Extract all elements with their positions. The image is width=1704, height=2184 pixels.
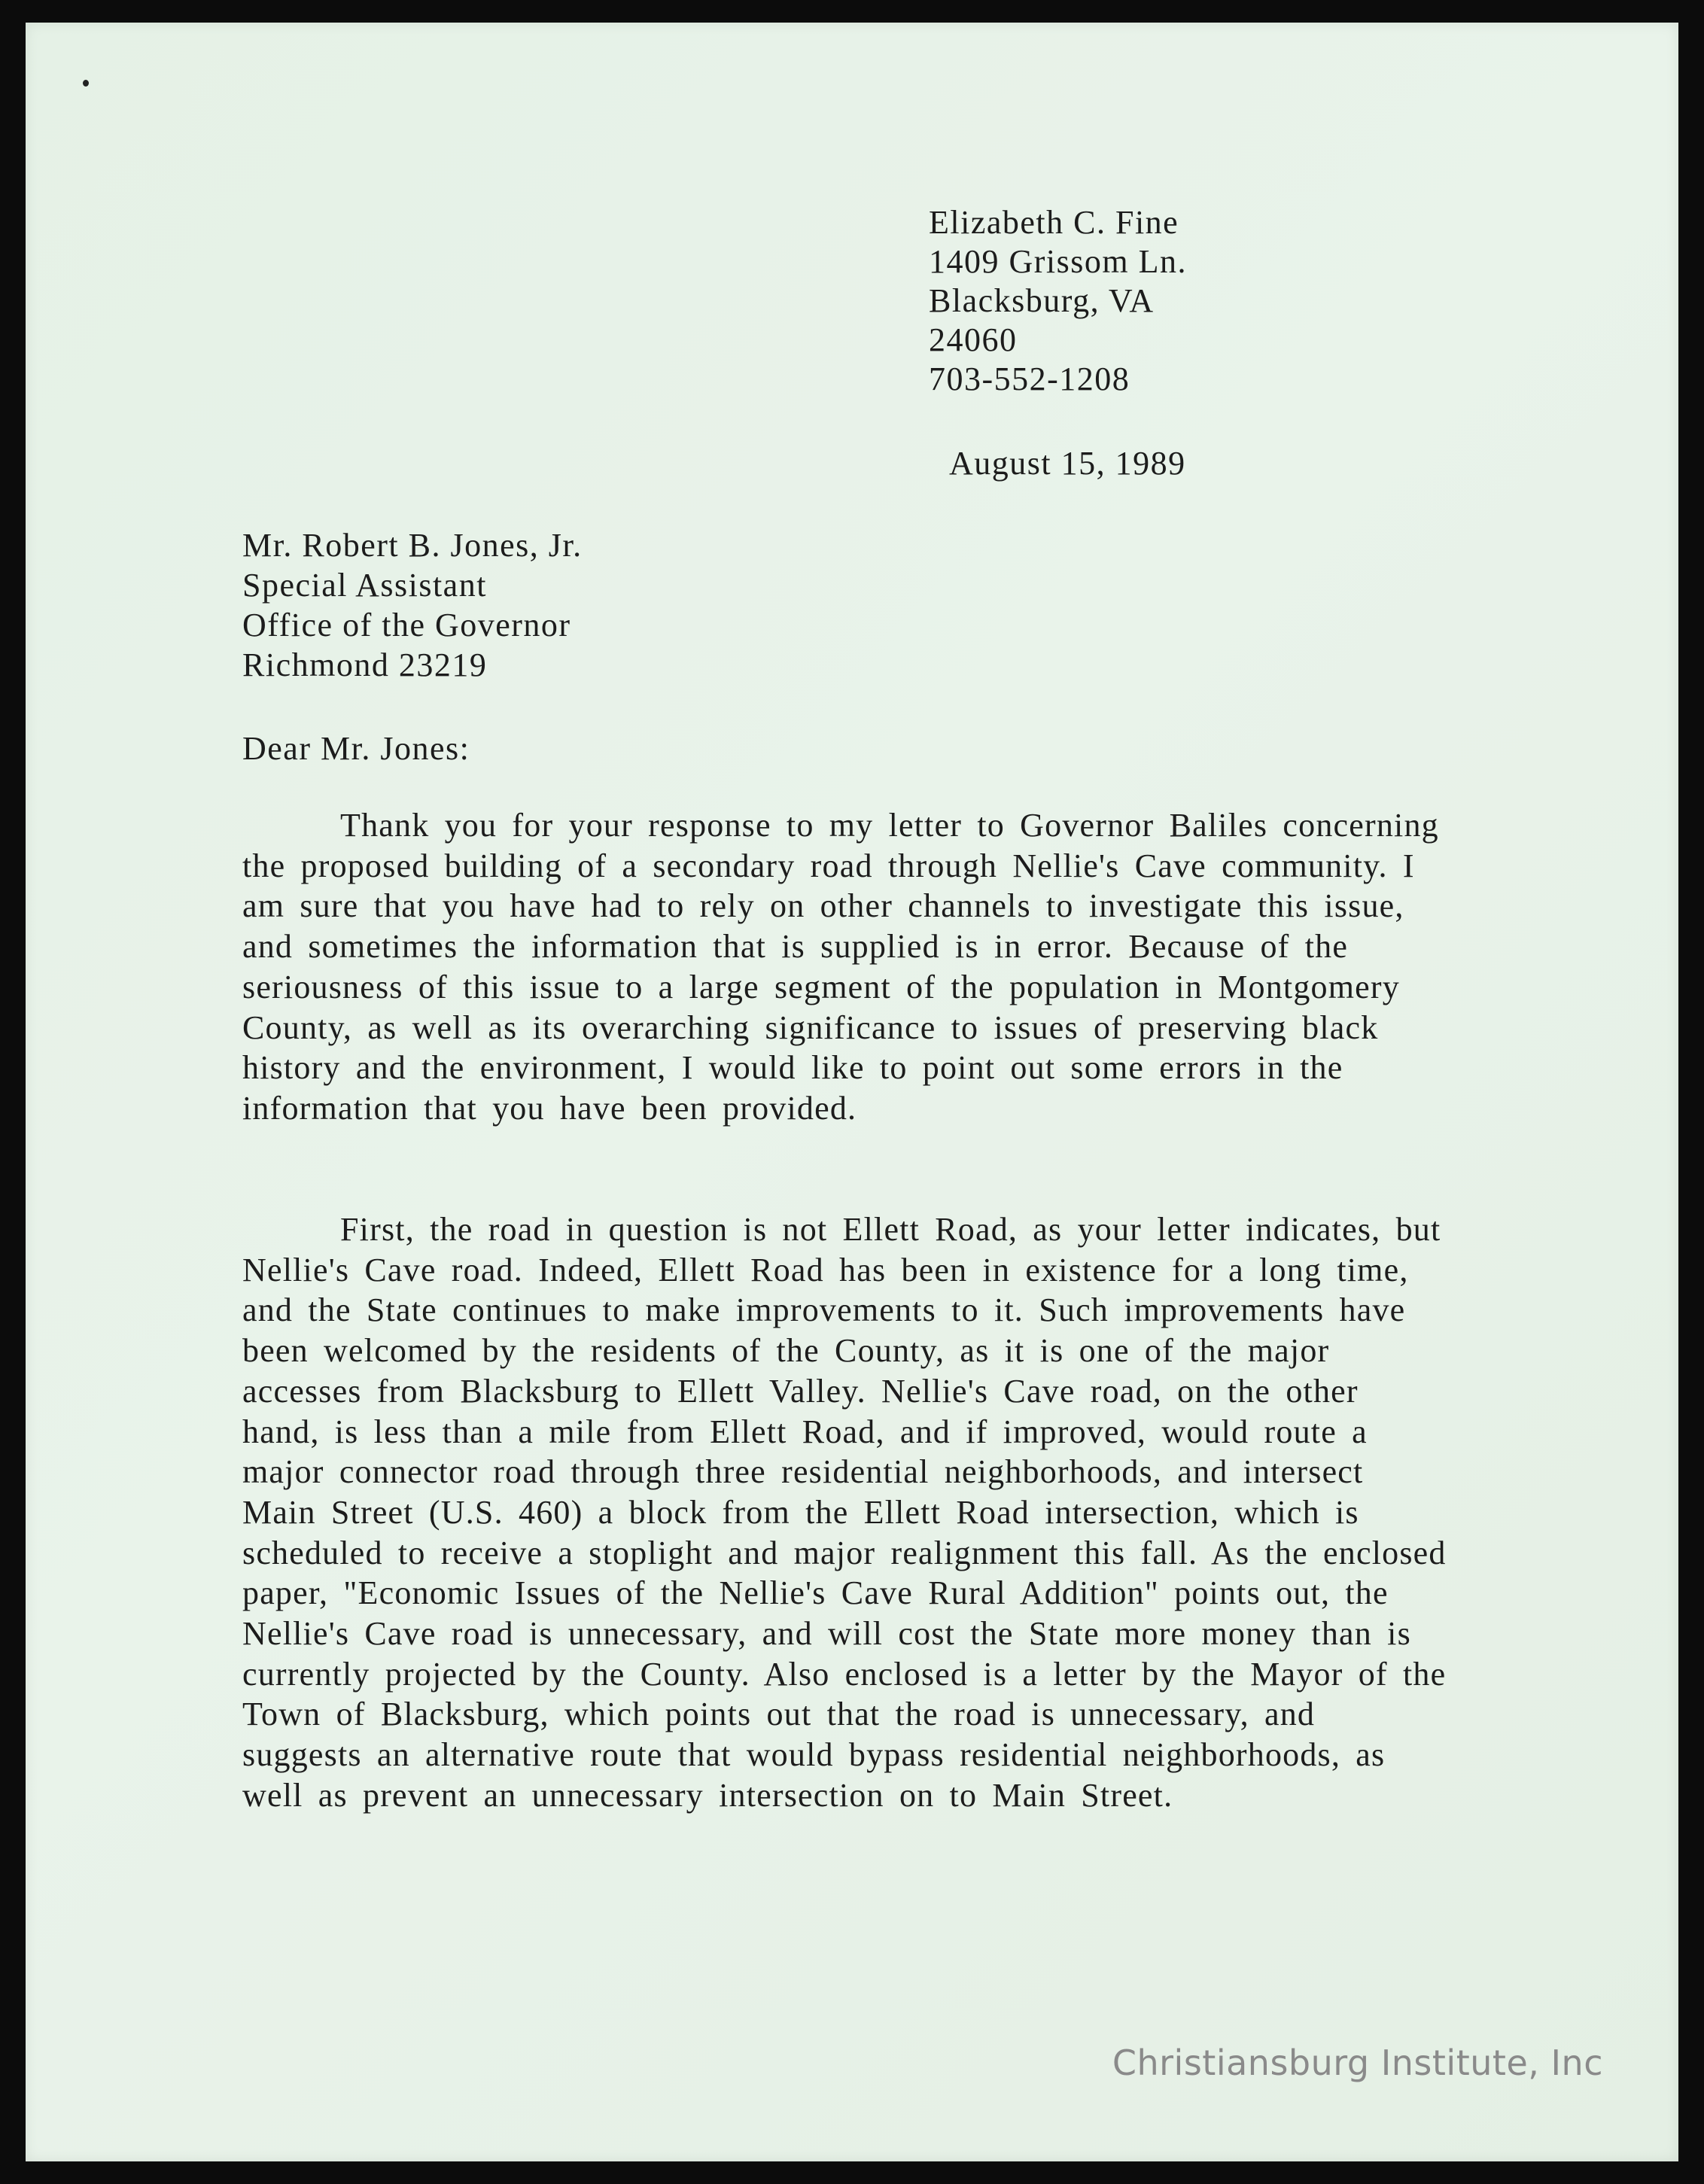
recipient-name: Mr. Robert B. Jones, Jr. <box>242 527 583 564</box>
ink-speck <box>83 80 89 87</box>
recipient-city: Richmond 23219 <box>242 646 488 683</box>
sender-street: 1409 Grissom Ln. <box>929 243 1187 280</box>
sender-phone: 703-552-1208 <box>929 360 1130 397</box>
archive-watermark: Christiansburg Institute, Inc <box>1112 2043 1603 2083</box>
sender-address-block <box>929 203 1187 399</box>
sender-zip: 24060 <box>929 321 1018 358</box>
letter-page <box>26 23 1678 2161</box>
recipient-address-block <box>242 525 583 685</box>
sender-name: Elizabeth C. Fine <box>929 204 1179 241</box>
body-paragraph-1: Thank you for your response to my letter to Governor Baliles concerning the proposed building of a secondary road through Nellie's Cave community. I am sure that you have had to rely on other channels to investigate this issue, and sometimes the information that is supplied is in error. Because of the seriousness of this issue to a large segment of the population in Montgomery County, as well as its overarching significance to issues of preserving black history and the environment, I would like to point out some errors in the information that you have been provided. <box>242 807 1439 1127</box>
recipient-title: Special Assistant <box>242 567 487 604</box>
letter-date: August 15, 1989 <box>949 445 1186 482</box>
salutation: Dear Mr. Jones: <box>242 730 470 767</box>
recipient-office: Office of the Governor <box>242 607 571 643</box>
sender-city-state: Blacksburg, VA <box>929 282 1155 319</box>
body-paragraph-2: First, the road in question is not Ellett Road, as your letter indicates, but Nellie's Cave road. Indeed, Ellett Road has been in existence for a long time, and the State continues to make improvements to it. Such improvements have been welcomed by the residents of the County, as it is one of the major accesses from Blacksburg to Ellett Valley. Nellie's Cave road, on the other hand, is less than a mile from Ellett Road, and if improved, would route a major connector road through three residential neighborhoods, and intersect Main Street (U.S. 460) a block from the Ellett Road intersection, which is scheduled to receive a stoplight and major realignment this fall. As the enclosed paper, "Economic Issues of the Nellie's Cave Rural Addition" points out, the Nellie's Cave road is unnecessary, and will cost the State more money than is currently projected by the County. Also enclosed is a letter by the Mayor of the Town of Blacksburg, which points out that the road is unnecessary, and suggests an alternative route that would bypass residential neighborhoods, as well as prevent an unnecessary intersection on to Main Street. <box>242 1211 1447 1814</box>
